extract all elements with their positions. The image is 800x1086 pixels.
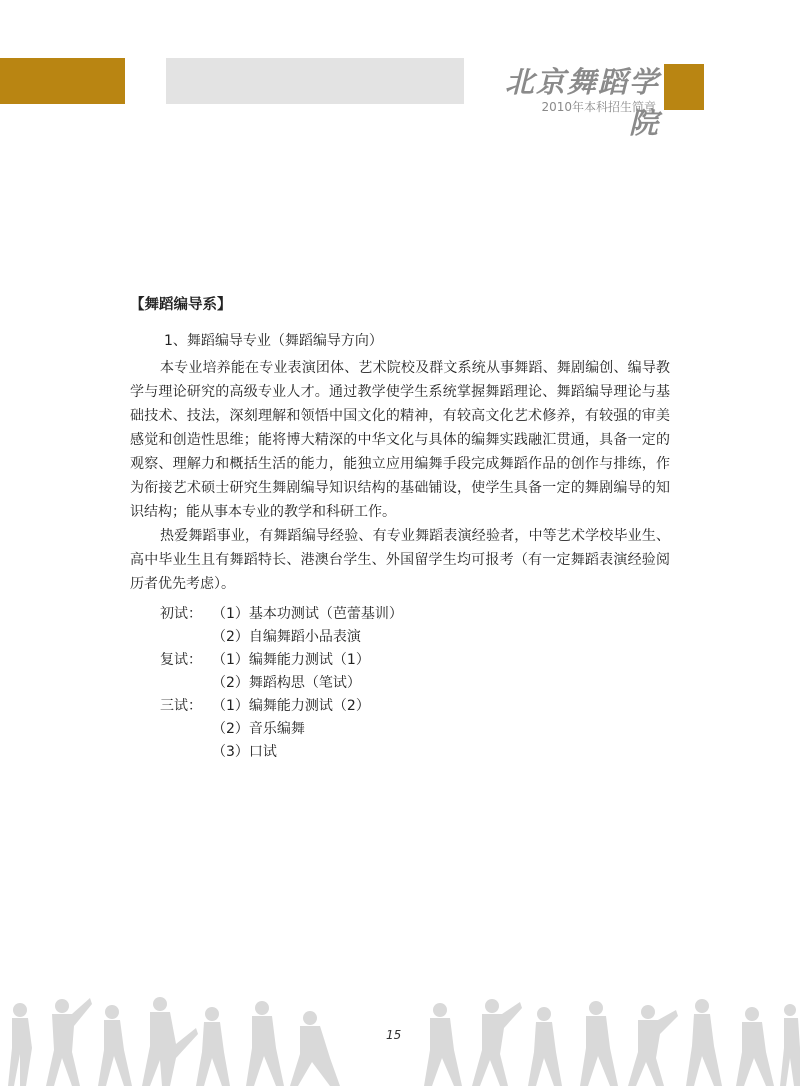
admission-requirements: 热爱舞蹈事业，有舞蹈编导经验、有专业舞蹈表演经验者，中等艺术学校毕业生、高中毕业生且有舞蹈特长、港澳台学生、外国留学生均可报考（有一定舞蹈表演经验阅历者优先考虑）。	[130, 528, 670, 592]
major-description: 本专业培养能在专业表演团体、艺术院校及群文系统从事舞蹈、舞剧编创、编导教学与理论研究的高级专业人才。通过教学使学生系统掌握舞蹈理论、舞蹈编导理论与基础技术、技法，深刻理解和领悟中国文化的精神，有较高文化艺术修养，有较强的审美感觉和创造性思维；能将博大精深的中华文化与具体的编舞实践融汇贯通，具备一定的观察、理解力和概括生活的能力，能独立应用编舞手段完成舞蹈作品的创作与排练，作为衔接艺术硕士研究生舞剧编导知识结构的基础铺设，使学生具备一定的舞剧编导的知识结构；能从事本专业的教学和科研工作。	[130, 360, 670, 520]
exam-row	[160, 649, 403, 672]
exam-row	[160, 718, 403, 741]
exam-item: （2）舞蹈构思（笔试）	[212, 675, 361, 691]
exam-item: （1）基本功测试（芭蕾基训）	[212, 606, 403, 622]
exam-item: （2）自编舞蹈小品表演	[212, 629, 361, 645]
section-title: 【舞蹈编导系】	[130, 297, 232, 313]
header-gray-bar	[166, 58, 464, 104]
exam-stage-label: 初试：	[160, 606, 202, 622]
header-accent-bar-right	[664, 64, 704, 110]
exam-stage-label: 三试：	[160, 698, 202, 714]
exam-stage-label: 复试：	[160, 652, 202, 668]
school-logo-text: 北京舞蹈学院	[504, 65, 660, 140]
exam-item: （2）音乐编舞	[212, 721, 305, 737]
exam-item: （3）口试	[212, 744, 277, 760]
header-accent-bar-left	[0, 58, 125, 104]
exam-row	[160, 695, 403, 718]
exam-schedule	[160, 603, 403, 764]
brochure-subtitle: 2010年本科招生简章	[541, 100, 656, 114]
exam-item: （1）编舞能力测试（1）	[212, 652, 370, 668]
exam-row	[160, 603, 403, 626]
page-number: 15	[386, 1028, 402, 1042]
main-content	[130, 293, 670, 596]
exam-row	[160, 672, 403, 695]
exam-row	[160, 626, 403, 649]
exam-item: （1）编舞能力测试（2）	[212, 698, 370, 714]
major-title: 1、舞蹈编导专业（舞蹈编导方向）	[164, 333, 383, 349]
exam-row	[160, 741, 403, 764]
